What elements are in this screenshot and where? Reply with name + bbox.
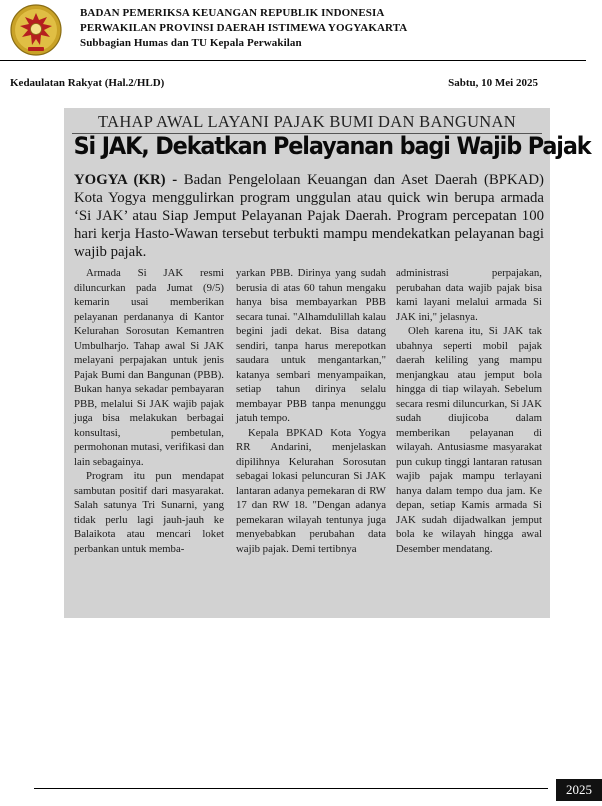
footer-divider [34, 788, 548, 789]
body-column-2 [236, 266, 386, 556]
lead-text: Badan Pengelolaan Keuangan dan Aset Daerah (BPKAD) Kota Yogya menggulirkan program unggulan atau quick win berupa armada ‘Si JAK’ atau Siap Jemput Pelayanan Pajak Daerah. Program percepatan 100 hari kerja Hasto-Wawan tersebut terbukti mampu mendekatkan pelayanan bagi wajib pajak. [74, 172, 544, 260]
article-headline: Si JAK, Dekatkan Pelayanan bagi Wajib Pajak [73, 132, 591, 160]
paragraph: Armada Si JAK resmi diluncurkan pada Jumat (9/5) kemarin usai memberikan pelayanan perdananya di Kantor Kelurahan Sorosutan Kemantren Umbulharjo. Tahap awal Si JAK melayani perpajakan untuk jenis Pajak Bumi dan Bangunan (PBB). Bukan hanya sekadar pembayaran PBB, melalui Si JAK wajib pajak juga bisa melakukan berbagai konsultasi, pembetulan, permohonan mutasi, verifikasi dan lain sebagainya. [74, 267, 224, 468]
org-line-3: Subbagian Humas dan TU Kepala Perwakilan [80, 37, 302, 49]
paragraph: Kepala BPKAD Kota Yogya RR Andarini, menjelaskan dipilihnya Kelurahan Sorosutan sebagai lokasi peluncuran Si JAK lantaran adanya pemekaran di RW 17 dan RW 18. "Dengan adanya pemekaran wilayah tentunya juga menyebabkan perubahan data wajib pajak. Demi tertibnya [236, 426, 386, 555]
paragraph: Oleh karena itu, Si JAK tak ubahnya seperti mobil pajak daerah keliling yang mampu menjangkau atau jemput bola hingga di tiap wilayah. Sebelum secara resmi diluncurkan, Si JAK sudah diujicoba dalam memberikan pelayanan di wilayah. Antusiasme masyarakat pun cukup tinggi lantaran ratusan wajib pajak mampu terlayani hanya dalam tempo dua jam. Ke depan, setiap Kamis armada Si JAK sudah dijadwalkan jemput bola ke wilayah hingga awal Desember mendatang. [396, 325, 542, 555]
paragraph: yarkan PBB. Dirinya yang sudah berusia di atas 60 tahun mengaku hanya bisa membayarkan PBB secara tunai. "Alhamdulillah kalau begini jadi dekat. Bisa datang sendiri, tanpa harus merepotkan saudara untuk mengantarkan," katanya sembari menyampaikan, setiap tahun dirinya selalu membayar PBB tanpa menunggu jatuh tempo. [236, 267, 386, 424]
body-column-3 [396, 266, 542, 556]
source-label: Kedaulatan Rakyat (Hal.2/HLD) [10, 77, 165, 89]
paragraph: Program itu pun mendapat sambutan positif dari masyarakat. Salah satunya Tri Sunarni, yang tidak perlu lagi jauh-jauh ke Balaikota atau mencari loket perbankan untuk memba- [74, 470, 224, 555]
header-divider [0, 60, 586, 61]
article-dateline: YOGYA (KR) - [74, 172, 178, 188]
organization-name [80, 6, 407, 51]
paragraph: administrasi perpajakan, perubahan data wajib pajak bisa kami layani melalui armada Si JAK ini," jelasnya. [396, 267, 542, 323]
article-lead [74, 171, 544, 261]
org-line-1: BADAN PEMERIKSA KEUANGAN REPUBLIK INDONESIA [80, 7, 385, 19]
article-kicker: TAHAP AWAL LAYANI PAJAK BUMI DAN BANGUNAN [98, 112, 516, 131]
org-line-2: PERWAKILAN PROVINSI DAERAH ISTIMEWA YOGYAKARTA [80, 22, 408, 34]
newspaper-clipping [64, 108, 591, 618]
letterhead [0, 0, 602, 62]
date-label: Sabtu, 10 Mei 2025 [448, 77, 538, 89]
garuda-emblem-icon [8, 3, 64, 57]
body-column-1 [74, 266, 224, 556]
year-badge: 2025 [556, 779, 602, 801]
